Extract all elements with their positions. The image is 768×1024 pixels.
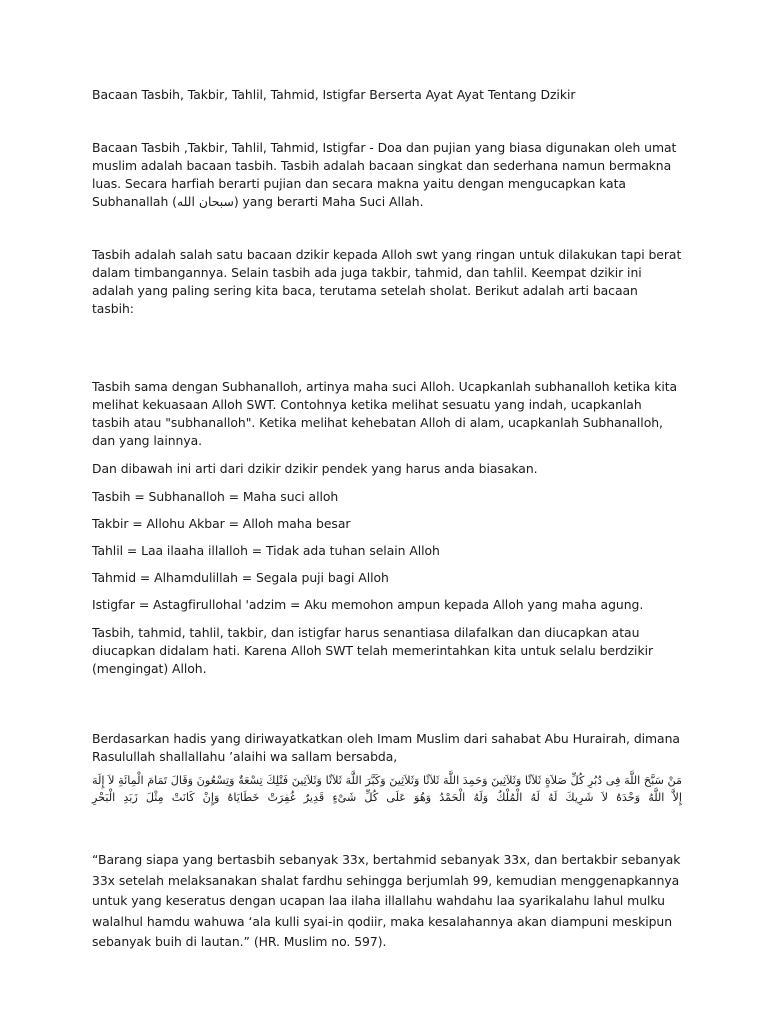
definitions-intro: Dan dibawah ini arti dari dzikir dzikir pendek yang harus anda biasakan.	[92, 461, 538, 476]
definition-tasbih: Tasbih = Subhanalloh = Maha suci alloh	[92, 489, 339, 504]
arabic-hadis-text: مَنْ سَبَّحَ اللَّهَ فِى دُبُرِ كُلِّ صَلاَةٍ ثَلاَثًا وَثَلاَثِينَ وَحَمِدَ اللَّهَ ثَلاَثًا وَثَلاَثِينَ وَكَبَّرَ اللَّهَ ثَلاَثًا وَثَلاَثِينَ فَتْلِكَ تِسْعَةٌ وَتِسْعُونَ وَقَالَ تَمَامَ الْمِائَةِ لاَ إِلَهَ إِلاَّ اللَّهُ وَحْدَهُ لاَ شَرِيكَ لَهُ لَهُ الْمُلْكُ وَلَهُ الْحَمْدُ وَهُوَ عَلَى كُلِّ شَىْءٍ قَدِيرٌ غُفِرَتْ خَطَايَاهُ وَإِنْ كَانَتْ مِثْلَ زَبَدِ الْبَحْرِ	[92, 774, 682, 804]
dzikir-paragraph: Tasbih, tahmid, tahlil, takbir, dan istigfar harus senantiasa dilafalkan dan diucapkan atau diucapkan didalam hati. Karena Alloh SWT telah memerintahkan kita untuk selalu berdzikir (mengingat) Alloh.	[92, 625, 654, 676]
tasbih-paragraph: Tasbih adalah salah satu bacaan dzikir kepada Alloh swt yang ringan untuk dilakukan tapi berat dalam timbangannya. Selain tasbih ada juga takbir, tahmid, dan tahlil. Keempat dzikir ini adalah yang paling sering kita baca, terutama setelah sholat. Berikut adalah arti bacaan tasbih:	[92, 247, 682, 316]
intro-paragraph: Bacaan Tasbih ,Takbir, Tahlil, Tahmid, Istigfar - Doa dan pujian yang biasa digunakan oleh umat muslim adalah bacaan tasbih. Tasbih adalah bacaan singkat dan sederhana namun bermakna luas. Secara harfiah berarti pujian dan secara makna yaitu dengan mengucapkan kata Subhanallah (سبحان الله) yang berarti Maha Suci Allah.	[92, 140, 677, 209]
document-title: Bacaan Tasbih, Takbir, Tahlil, Tahmid, Istigfar Berserta Ayat Ayat Tentang Dzikir	[92, 87, 576, 102]
definition-takbir: Takbir = Allohu Akbar = Alloh maha besar	[92, 516, 351, 531]
document-body	[92, 86, 682, 953]
hadis-intro: Berdasarkan hadis yang diriwayatkatkan oleh Imam Muslim dari sahabat Abu Hurairah, dimana Rasulullah shallallahu ’alaihi wa sallam bersabda,	[92, 731, 680, 764]
tasbih-meaning-paragraph: Tasbih sama dengan Subhanalloh, artinya maha suci Alloh. Ucapkanlah subhanalloh ketika kita melihat kekuasaan Alloh SWT. Contohnya ketika melihat sesuatu yang indah, ucapkanlah tasbih atau "subhanalloh". Ketika melihat kehebatan Alloh di alam, ucapkanlah Subhanalloh, dan yang lainnya.	[92, 379, 678, 448]
definition-tahlil: Tahlil = Laa ilaaha illalloh = Tidak ada tuhan selain Alloh	[92, 543, 440, 558]
definition-istigfar: Istigfar = Astagfirullohal 'adzim = Aku memohon ampun kepada Alloh yang maha agung.	[92, 597, 644, 612]
definition-tahmid: Tahmid = Alhamdulillah = Segala puji bagi Alloh	[92, 570, 389, 585]
hadis-translation: “Barang siapa yang bertasbih sebanyak 33x, bertahmid sebanyak 33x, dan bertakbir sebanyak 33x setelah melaksanakan shalat fardhu sehingga berjumlah 99, kemudian menggenapkannya untuk yang keseratus dengan ucapan laa ilaha illallahu wahdahu laa syarikalahu lahul mulku walalhul hamdu wahuwa ‘ala kulli syai-in qodiir, maka kesalahannya akan diampuni meskipun sebanyak buih di lautan.” (HR. Muslim no. 597).	[92, 852, 681, 949]
